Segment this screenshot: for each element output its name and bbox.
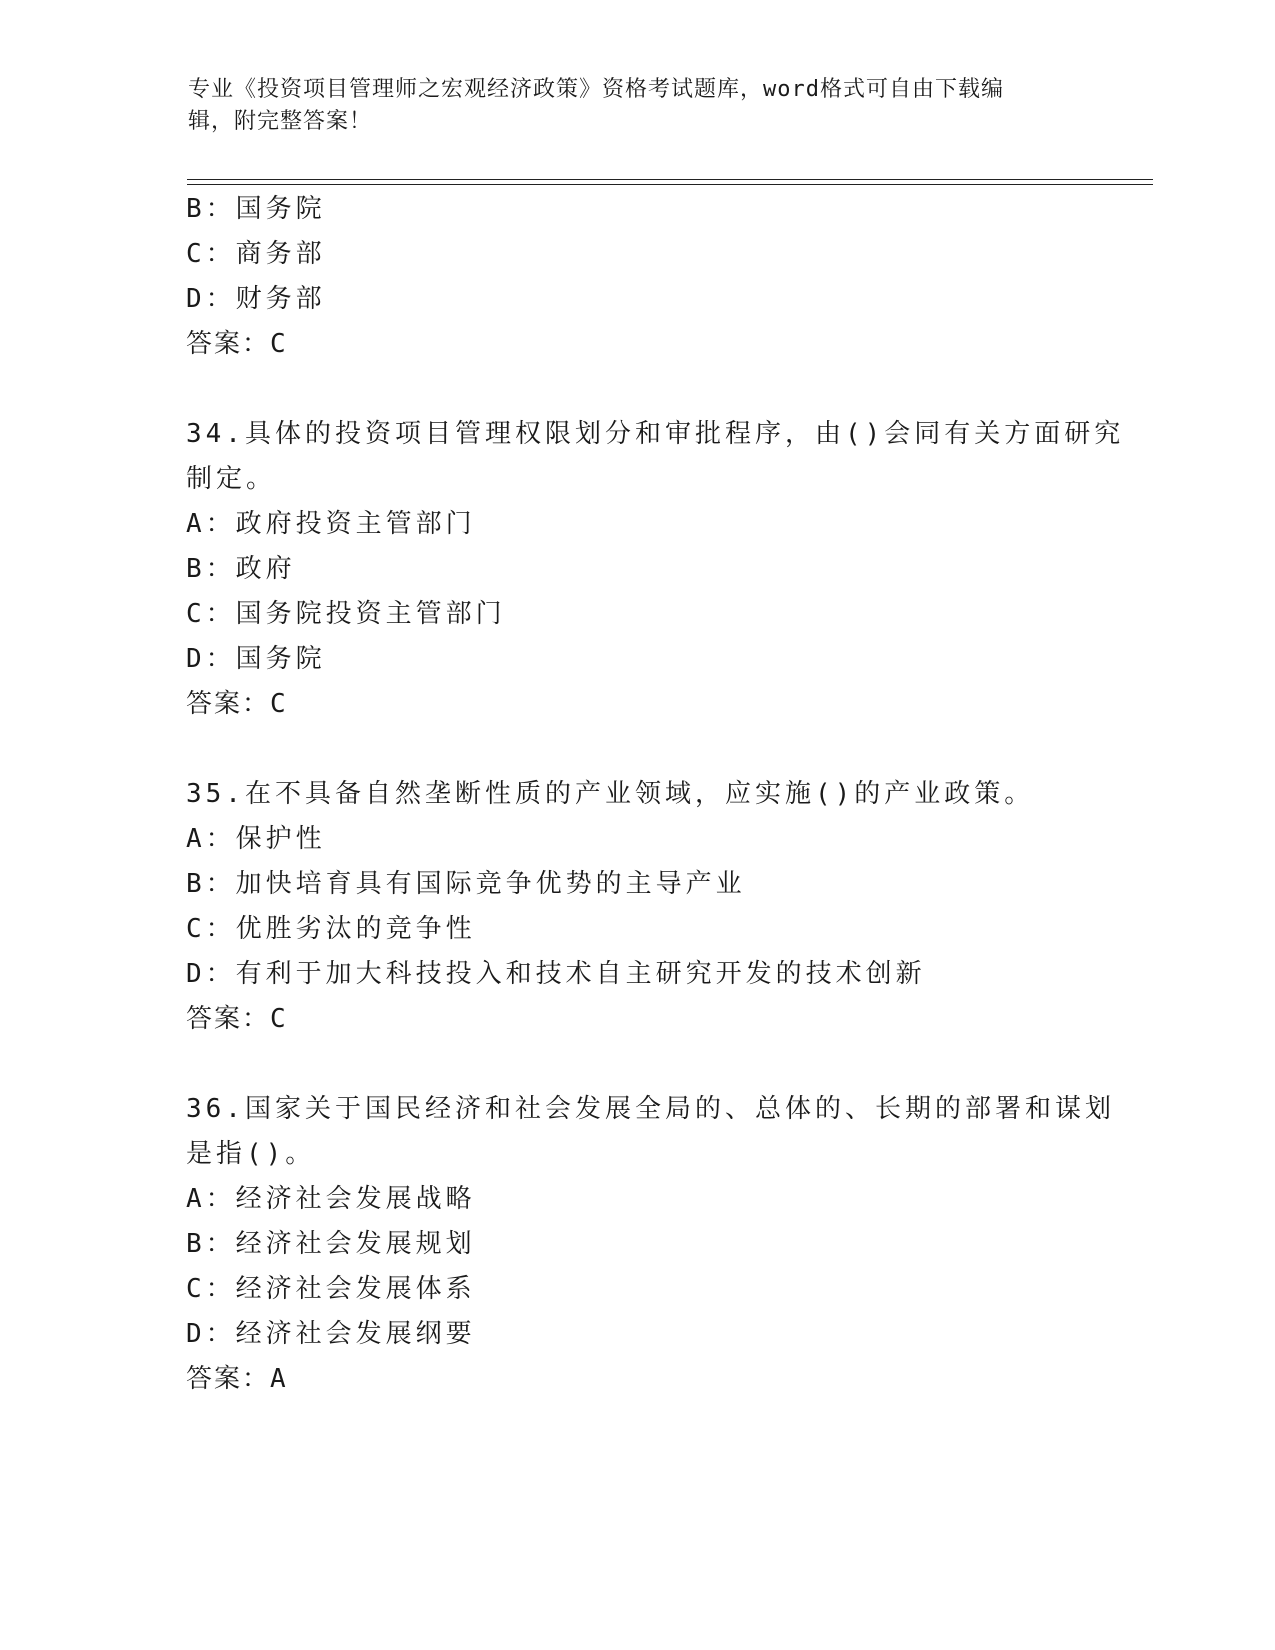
q34-stem-line-2: 制定。 (186, 464, 277, 494)
q36-stem-line-2: 是指()。 (186, 1139, 316, 1169)
q33-option-b: B：国务院 (186, 194, 326, 224)
q35-option-d: D：有利于加大科技投入和技术自主研究开发的技术创新 (186, 959, 926, 989)
q35-stem-line-1: 35.在不具备自然垄断性质的产业领域，应实施()的产业政策。 (186, 779, 1035, 809)
q36-answer (186, 1362, 290, 1396)
q33-option-d: D：财务部 (186, 284, 326, 314)
q34-stem-line-1: 34.具体的投资项目管理权限划分和审批程序，由()会同有关方面研究 (186, 419, 1125, 449)
q35-answer (186, 1002, 290, 1036)
q36-option-c: C：经济社会发展体系 (186, 1274, 476, 1304)
answer-label: 答案： (186, 689, 271, 719)
answer-label: 答案： (186, 1004, 271, 1034)
q35-option-a: A：保护性 (186, 824, 326, 854)
q34-option-c: C：国务院投资主管部门 (186, 599, 506, 629)
q34-option-a: A：政府投资主管部门 (186, 509, 476, 539)
header-line-2: 辑，附完整答案！ (188, 109, 373, 134)
q36-stem-line-1: 36.国家关于国民经济和社会发展全局的、总体的、长期的部署和谋划 (186, 1094, 1115, 1124)
q33-option-c: C：商务部 (186, 239, 326, 269)
document-header (188, 74, 1068, 138)
answer-value: C (270, 689, 290, 719)
answer-label: 答案： (186, 329, 271, 359)
q36-option-d: D：经济社会发展纲要 (186, 1319, 476, 1349)
q35-option-b: B：加快培育具有国际竞争优势的主导产业 (186, 869, 746, 899)
q33-answer (186, 327, 290, 361)
q36-option-b: B：经济社会发展规划 (186, 1229, 476, 1259)
q35-option-c: C：优胜劣汰的竞争性 (186, 914, 476, 944)
answer-value: C (270, 329, 290, 359)
q34-answer (186, 687, 290, 721)
answer-label: 答案： (186, 1364, 271, 1394)
header-line-1: 专业《投资项目管理师之宏观经济政策》资格考试题库，word格式可自由下载编 (188, 77, 1004, 102)
q34-option-b: B：政府 (186, 554, 296, 584)
answer-value: A (270, 1364, 290, 1394)
q36-option-a: A：经济社会发展战略 (186, 1184, 476, 1214)
header-divider (187, 179, 1153, 185)
q34-option-d: D：国务院 (186, 644, 326, 674)
answer-value: C (270, 1004, 290, 1034)
